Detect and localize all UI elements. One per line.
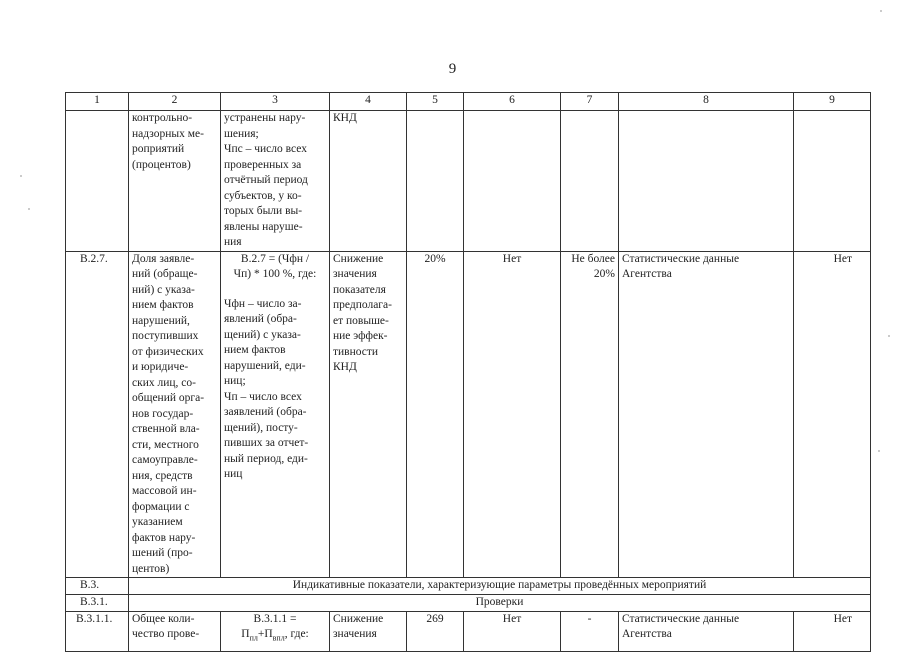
indicator-base-value: 269 xyxy=(407,611,464,651)
table-row xyxy=(66,611,871,651)
indicator-source xyxy=(619,111,794,252)
indicator-formula xyxy=(221,611,330,651)
indicator-name: Общее коли- чество прове- xyxy=(129,611,221,651)
indicator-col7: - xyxy=(561,611,619,651)
column-header: 6 xyxy=(464,93,561,111)
page-number: 9 xyxy=(448,61,457,77)
scan-speck xyxy=(888,335,890,337)
scan-speck xyxy=(28,208,30,210)
indicator-name: Доля заявле- ний (обраще- ний) с указа- нием фактов нарушений, поступивших от физических и юридиче- ских лиц, со- общений орга- нов государ- ственной вла- сти, местного самоуправле- ния, средств массовой ин- формации с указанием фактов нару- шений (про- центов) xyxy=(129,251,221,578)
indicator-formula: устранены нару- шения; Чпс – число всех проверенных за отчётный период субъектов, у ко- торых были вы- явлены наруше- ния xyxy=(221,111,330,252)
indicator-col9: Нет xyxy=(794,251,871,578)
indicator-source: Статистические данные Агентства xyxy=(619,251,794,578)
indicator-col7 xyxy=(561,111,619,252)
indicator-col9: Нет xyxy=(794,611,871,651)
formula-expression: В.3.1.1 = xyxy=(253,612,297,625)
indicator-code: В.3.1.1. xyxy=(66,611,129,651)
indicator-base-value xyxy=(407,111,464,252)
column-header: 9 xyxy=(794,93,871,111)
section-code: В.3. xyxy=(66,578,129,595)
indicator-goal: КНД xyxy=(330,111,407,252)
column-header: 3 xyxy=(221,93,330,111)
indicator-name: контрольно- надзорных ме- роприятий (процентов) xyxy=(129,111,221,252)
indicator-col6 xyxy=(464,111,561,252)
column-header: 4 xyxy=(330,93,407,111)
table-row xyxy=(66,111,871,252)
subsection-title: Проверки xyxy=(129,594,871,611)
column-header: 8 xyxy=(619,93,794,111)
indicator-col6: Нет xyxy=(464,611,561,651)
scan-speck xyxy=(880,10,882,12)
indicator-col7: Не более 20% xyxy=(561,251,619,578)
indicators-table xyxy=(65,92,871,652)
indicator-goal: Снижение значения показателя предполага- ет повыше- ние эффек- тивности КНД xyxy=(330,251,407,578)
indicator-source: Статистические данные Агентства xyxy=(619,611,794,651)
indicator-col9 xyxy=(794,111,871,252)
indicator-code: В.2.7. xyxy=(66,251,129,578)
indicator-goal: Снижение значения xyxy=(330,611,407,651)
formula-legend: Чфн – число за- явлений (обра- щений) с указа- нием фактов нарушений, еди- ниц; Чп – число всех заявлений (обра- щений), посту- пивших за отчет- ный период, еди- ниц xyxy=(224,297,309,481)
scan-speck xyxy=(878,450,880,452)
indicator-code xyxy=(66,111,129,252)
table-row xyxy=(66,251,871,578)
indicator-col6: Нет xyxy=(464,251,561,578)
subsection-code: В.3.1. xyxy=(66,594,129,611)
section-title: Индикативные показатели, характеризующие параметры проведённых мероприятий xyxy=(129,578,871,595)
column-header: 5 xyxy=(407,93,464,111)
subsection-row xyxy=(66,594,871,611)
indicator-formula xyxy=(221,251,330,578)
formula-expression: В.2.7 = (Чфн / Чп) * 100 %, где: xyxy=(233,252,317,281)
formula-expression-line2: $П_{пл}+П_{впл}$, где: xyxy=(241,628,309,643)
indicator-base-value: 20% xyxy=(407,251,464,578)
section-row xyxy=(66,578,871,595)
column-header: 7 xyxy=(561,93,619,111)
column-header: 2 xyxy=(129,93,221,111)
column-header: 1 xyxy=(66,93,129,111)
column-header-row xyxy=(66,93,871,111)
scan-speck xyxy=(20,175,22,177)
